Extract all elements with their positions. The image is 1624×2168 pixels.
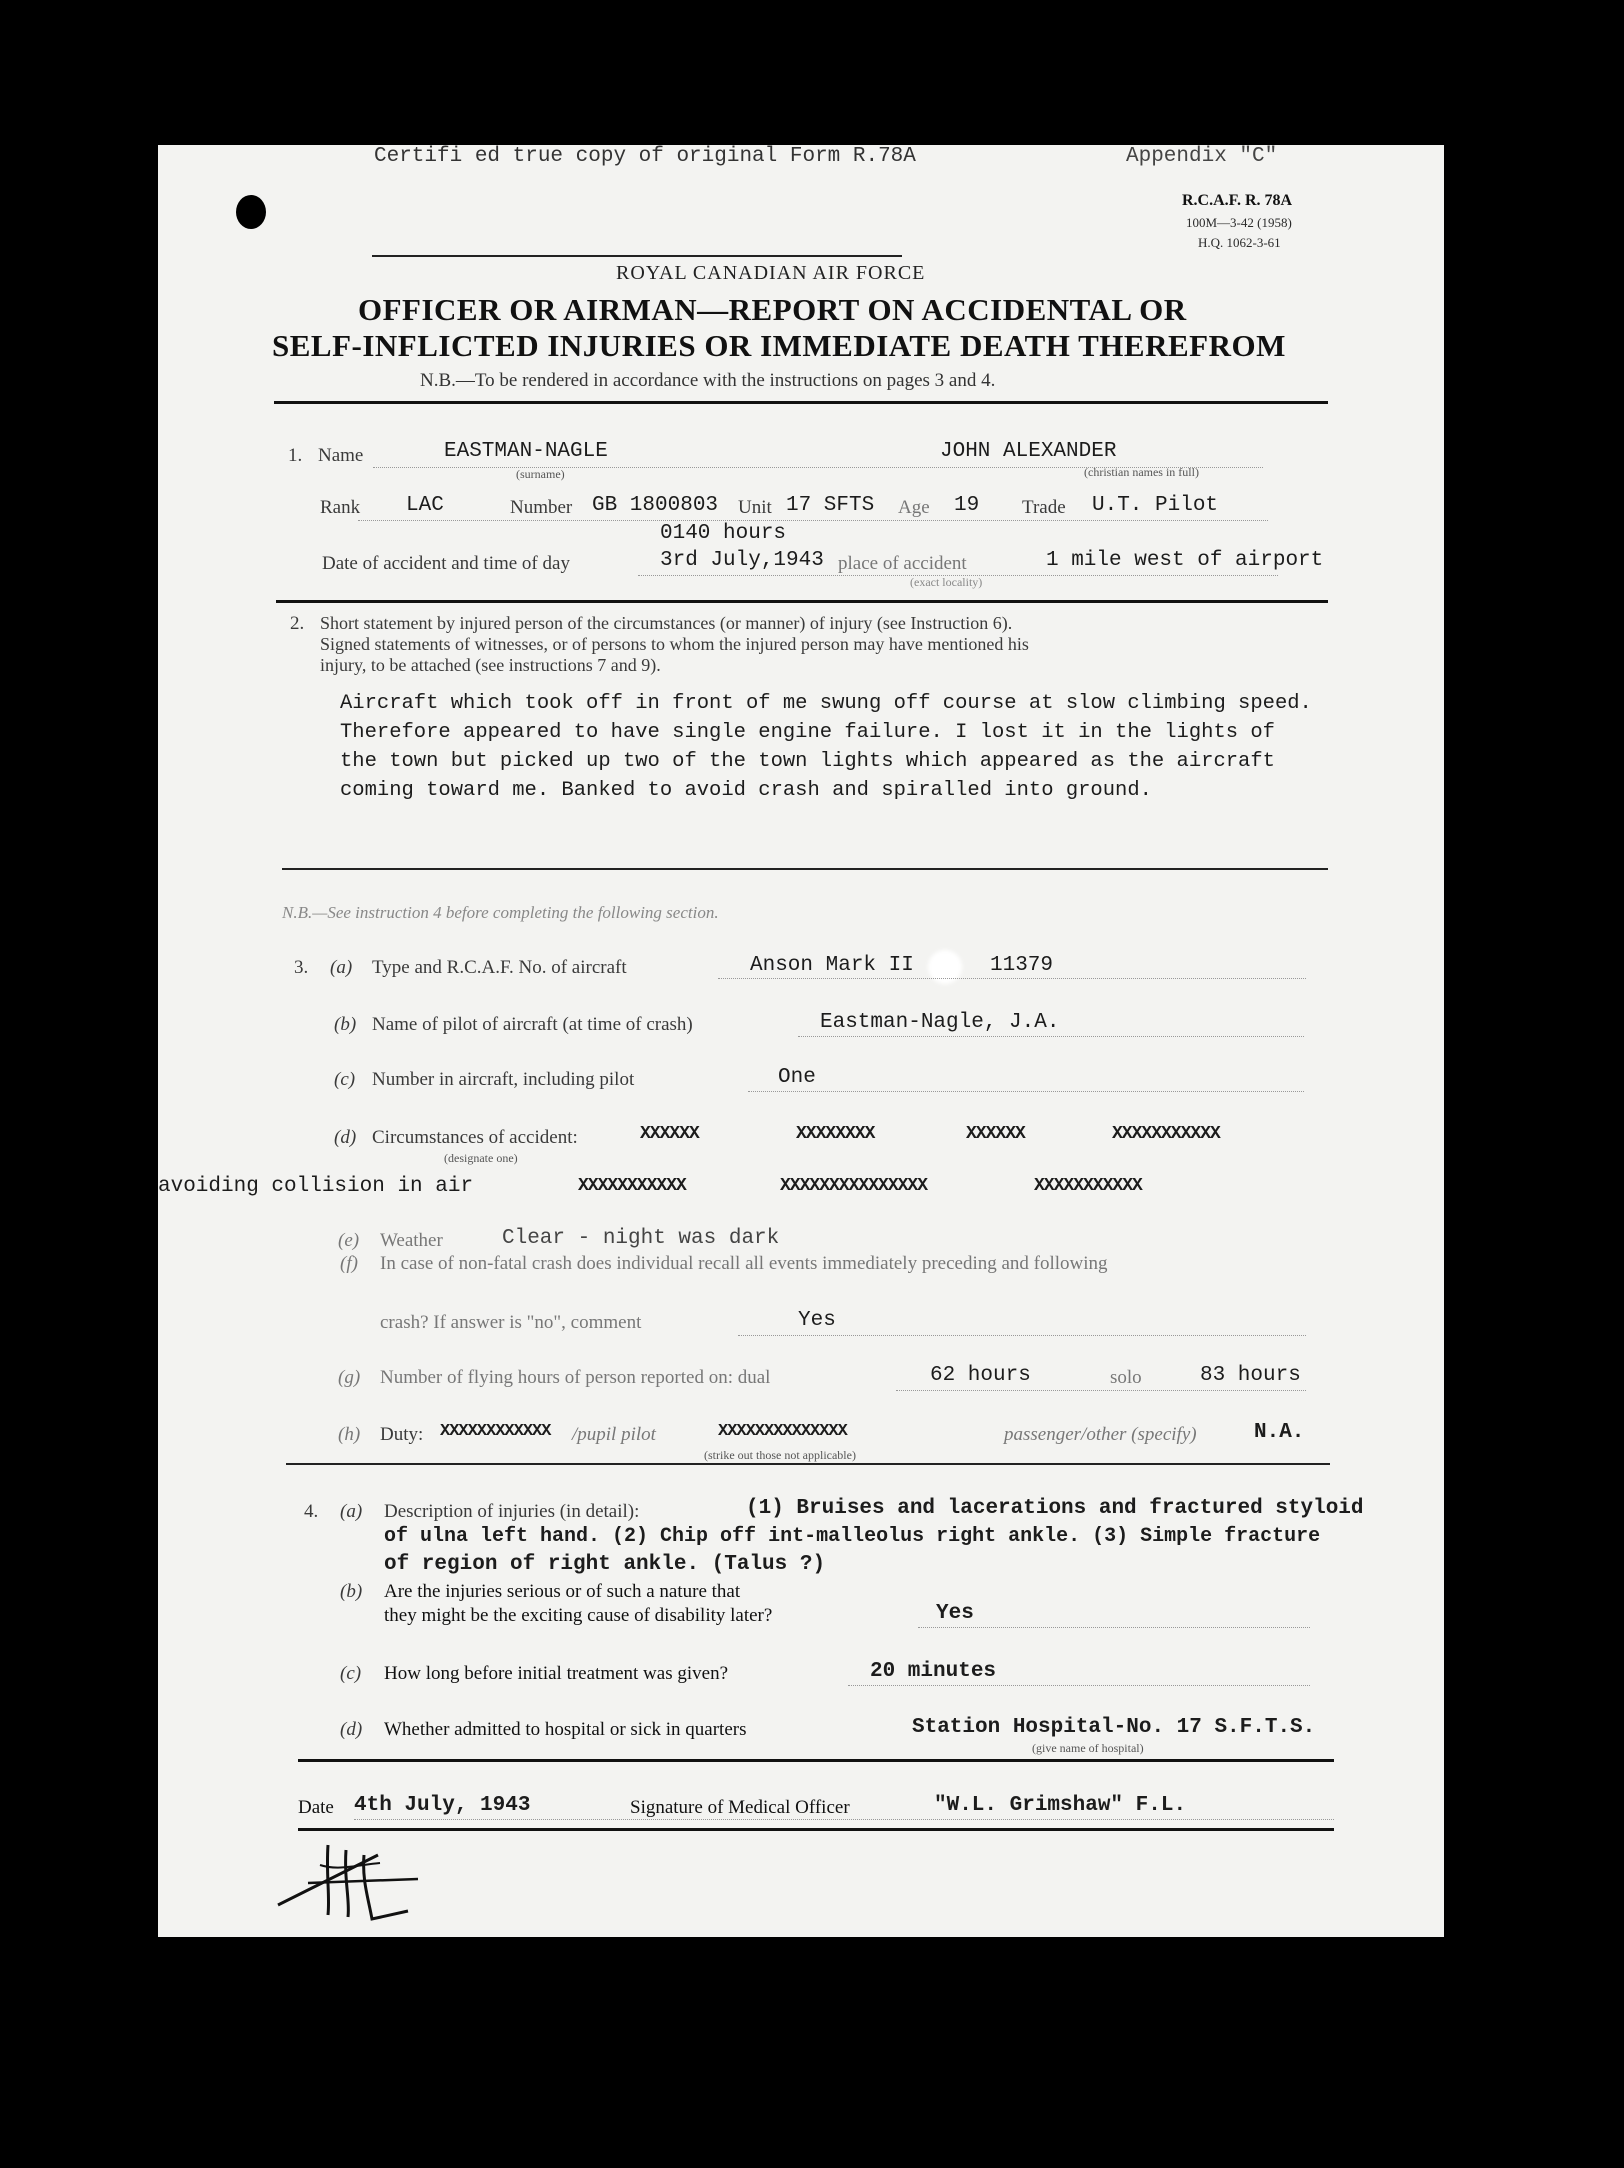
aircraft-type-value: Anson Mark II: [750, 954, 914, 977]
header-bottom-rule: [274, 401, 1328, 404]
form-title-line2: SELF-INFLICTED INJURIES OR IMMEDIATE DEATH THEREFROM: [272, 328, 1286, 363]
form-page: [158, 145, 1444, 1937]
footer-date-label: Date: [298, 1797, 334, 1818]
pilot-name-value: Eastman-Nagle, J.A.: [820, 1011, 1060, 1034]
time-of-day-value: 0140 hours: [660, 522, 787, 545]
pilot-name-label: Name of pilot of aircraft (at time of crash): [372, 1014, 693, 1035]
form-title-line1: OFFICER OR AIRMAN—REPORT ON ACCIDENTAL OR: [358, 292, 1187, 327]
item-4b-key: (b): [340, 1581, 363, 1602]
recall-events-value: Yes: [798, 1309, 836, 1332]
place-value: 1 mile west of airport: [1046, 549, 1324, 572]
struck-option-1: XXXXXX: [640, 1124, 699, 1144]
section3-rule: [286, 1463, 1330, 1465]
certified-note: Certifi ed true copy of original Form R.78A: [374, 145, 916, 168]
statement-line-2: Therefore appeared to have single engine failure. I lost it in the lights of: [340, 721, 1275, 744]
solo-label: solo: [1110, 1367, 1142, 1388]
surname-caption: (surname): [516, 467, 565, 481]
injuries-line-2: of ulna left hand. (2) Chip off int-malleolus right ankle. (3) Simple fracture: [384, 1525, 1321, 1548]
statement-instruction-3: injury, to be attached (see instructions 7 and 9).: [320, 655, 661, 675]
circumstances-value: avoiding collision in air: [158, 1175, 474, 1198]
service-number-value: GB 1800803: [592, 494, 719, 517]
statement-line-1: Aircraft which took off in front of me swung off course at slow climbing speed.: [340, 692, 1312, 715]
serious-injuries-label-2: they might be the exciting cause of disability later?: [384, 1605, 773, 1626]
item-4d-key: (d): [340, 1719, 363, 1740]
circumstances-caption: (designate one): [444, 1151, 518, 1165]
signature-label: Signature of Medical Officer: [630, 1797, 850, 1818]
duty-caption: (strike out those not applicable): [704, 1448, 856, 1462]
signature-value: "W.L. Grimshaw" F.L.: [934, 1794, 1187, 1817]
form-code-2: H.Q. 1062-3-61: [1198, 235, 1281, 250]
item-3f-key: (f): [340, 1253, 358, 1274]
section3-number: 3.: [294, 957, 309, 978]
age-label: Age: [898, 497, 930, 518]
statement-line-3: the town but picked up two of the town lights which appeared as the aircraft: [340, 750, 1275, 773]
form-code-1: 100M—3-42 (1958): [1186, 215, 1292, 230]
rank-value: LAC: [406, 494, 444, 517]
org-name: ROYAL CANADIAN AIR FORCE: [616, 262, 926, 284]
item-4c-key: (c): [340, 1663, 362, 1684]
trade-label: Trade: [1022, 497, 1066, 518]
struck-option-5: XXXXXXXXXXX: [578, 1176, 686, 1196]
statement-line-4: coming toward me. Banked to avoid crash and spiralled into ground.: [340, 779, 1152, 802]
item-3c-key: (c): [334, 1069, 356, 1090]
date-of-accident-value: 3rd July,1943: [660, 549, 824, 572]
place-label: place of accident: [838, 553, 967, 574]
dual-hours-value: 62 hours: [930, 1364, 1031, 1387]
injuries-line-1: (1) Bruises and lacerations and fractured styloid: [746, 1497, 1364, 1520]
place-caption: (exact locality): [910, 575, 983, 589]
item-3g-key: (g): [338, 1367, 361, 1388]
pupil-pilot-label: /pupil pilot: [572, 1424, 656, 1445]
item-4a-key: (a): [340, 1501, 363, 1522]
name-label: Name: [318, 445, 364, 466]
item-3a-key: (a): [330, 957, 353, 978]
struck-option-4: XXXXXXXXXXX: [1112, 1124, 1220, 1144]
number-label: Number: [510, 497, 573, 518]
handwritten-initials-mark: [268, 1835, 428, 1925]
recall-events-label-2: crash? If answer is "no", comment: [380, 1312, 642, 1333]
header-nb: N.B.—To be rendered in accordance with the instructions on pages 3 and 4.: [420, 370, 996, 391]
hospital-caption: (give name of hospital): [1032, 1741, 1144, 1755]
recall-events-label: In case of non-fatal crash does individual recall all events immediately preceding and following: [380, 1253, 1108, 1274]
appendix-label: Appendix "C": [1126, 145, 1278, 168]
section4-rule: [298, 1759, 1334, 1762]
serious-injuries-value: Yes: [936, 1602, 974, 1625]
unit-value: 17 SFTS: [786, 494, 875, 517]
christian-names-caption: (christian names in full): [1084, 465, 1199, 479]
section1-rule: [276, 600, 1328, 603]
struck-option-7: XXXXXXXXXXX: [1034, 1176, 1142, 1196]
item-3h-key: (h): [338, 1424, 361, 1445]
weather-label: Weather: [380, 1230, 443, 1251]
section2-number: 2.: [290, 613, 305, 634]
treatment-time-label: How long before initial treatment was given?: [384, 1663, 729, 1684]
punch-hole: [236, 195, 266, 229]
duty-label: Duty:: [380, 1424, 424, 1445]
aircraft-number-value: 11379: [990, 954, 1054, 977]
section1-number: 1.: [288, 445, 303, 466]
struck-option-3: XXXXXX: [966, 1124, 1025, 1144]
trade-value: U.T. Pilot: [1092, 494, 1219, 517]
struck-option-2: XXXXXXXX: [796, 1124, 875, 1144]
section4-number: 4.: [304, 1501, 319, 1522]
circumstances-label: Circumstances of accident:: [372, 1127, 578, 1148]
section3-nb: N.B.—See instruction 4 before completing the following section.: [282, 903, 719, 922]
item-3b-key: (b): [334, 1014, 357, 1035]
aircraft-type-label: Type and R.C.A.F. No. of aircraft: [372, 957, 627, 978]
injuries-line-3: of region of right ankle. (Talus ?): [384, 1553, 826, 1576]
hospital-label: Whether admitted to hospital or sick in quarters: [384, 1719, 747, 1740]
injuries-label: Description of injuries (in detail):: [384, 1501, 640, 1522]
section2-rule: [282, 868, 1328, 870]
christian-names-value: JOHN ALEXANDER: [940, 440, 1117, 463]
unit-label: Unit: [738, 497, 772, 518]
footer-date-value: 4th July, 1943: [354, 1794, 531, 1817]
duty-value: N.A.: [1254, 1421, 1305, 1444]
solo-hours-value: 83 hours: [1200, 1364, 1301, 1387]
item-3d-key: (d): [334, 1127, 357, 1148]
age-value: 19: [954, 494, 980, 517]
rank-label: Rank: [320, 497, 361, 518]
other-label: passenger/other (specify): [1004, 1424, 1197, 1445]
hospital-value: Station Hospital-No. 17 S.F.T.S.: [912, 1716, 1316, 1739]
duty-struck-2: XXXXXXXXXXXXXX: [718, 1422, 847, 1441]
surname-value: EASTMAN-NAGLE: [444, 440, 608, 463]
weather-value: Clear - night was dark: [502, 1227, 780, 1250]
form-number: R.C.A.F. R. 78A: [1182, 192, 1293, 209]
statement-instruction-2: Signed statements of witnesses, or of persons to whom the injured person may have mentioned his: [320, 634, 1029, 654]
item-3e-key: (e): [338, 1230, 360, 1251]
duty-struck-1: XXXXXXXXXXXX: [440, 1422, 551, 1441]
statement-instruction-1: Short statement by injured person of the circumstances (or manner) of injury (see Instruction 6).: [320, 613, 1013, 633]
flying-hours-label: Number of flying hours of person reported on: dual: [380, 1367, 771, 1388]
serious-injuries-label-1: Are the injuries serious or of such a nature that: [384, 1581, 741, 1602]
footer-rule: [298, 1828, 1334, 1831]
date-of-accident-label: Date of accident and time of day: [322, 553, 570, 574]
number-in-aircraft-label: Number in aircraft, including pilot: [372, 1069, 635, 1090]
struck-option-6: XXXXXXXXXXXXXXX: [780, 1176, 928, 1196]
header-rule: [372, 255, 902, 257]
number-in-aircraft-value: One: [778, 1066, 816, 1089]
treatment-time-value: 20 minutes: [870, 1660, 997, 1683]
